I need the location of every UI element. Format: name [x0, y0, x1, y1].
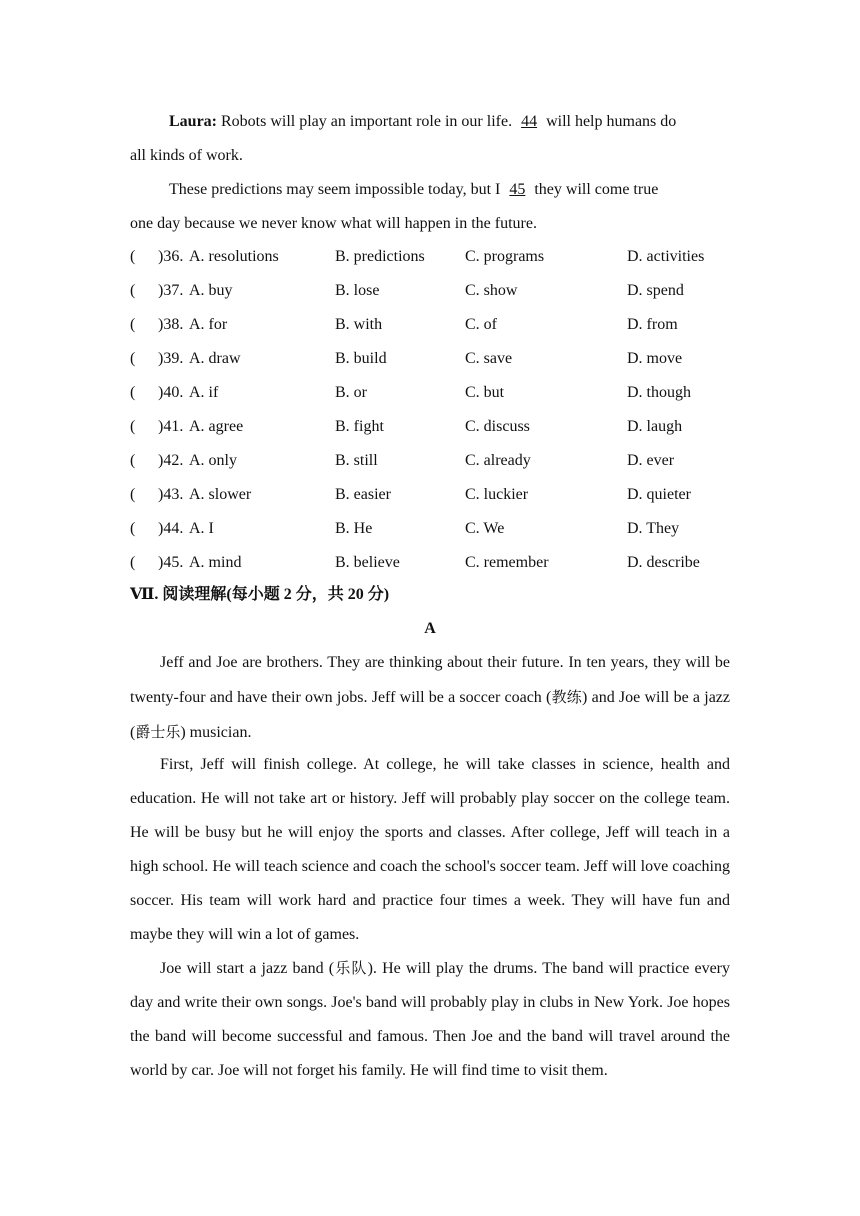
option-a: A. I [189, 520, 214, 537]
prediction-text: These predictions may seem impossible today, but I [169, 181, 505, 198]
prediction-text-cont: they will come true [530, 181, 659, 198]
option-a: A. draw [189, 350, 241, 367]
prediction-line-2: one day because we never know what will happen in the future. [130, 215, 537, 232]
question-number: )39. [158, 350, 184, 367]
answer-bracket: ( [130, 248, 136, 265]
blank-44: 44 [521, 113, 538, 130]
option-b: B. still [335, 452, 378, 469]
p1-text-b: ) and Joe will be a jazz ( [130, 689, 730, 741]
answer-bracket: ( [130, 418, 136, 435]
question-number: )45. [158, 554, 184, 571]
option-d: D. move [627, 350, 683, 367]
option-b: B. predictions [335, 248, 425, 265]
option-c: C. of [465, 316, 497, 333]
question-number: )40. [158, 384, 184, 401]
option-b: B. believe [335, 554, 400, 571]
question-number: )37. [158, 282, 184, 299]
passage-paragraph-1 [130, 646, 730, 750]
option-row [130, 376, 730, 410]
option-row [130, 308, 730, 342]
option-row [130, 342, 730, 376]
option-b: B. He [335, 520, 373, 537]
option-d: D. quieter [627, 486, 691, 503]
p3-text-b: ). He will play the drums. The band will practice every day and write their own songs. Joe's band will probably play in clubs in New York. Joe hopes the band will become successful and famous. Then Joe and the band will travel around the world by car. Joe will not forget his family. He will find time to visit them. [130, 960, 730, 1079]
option-d: D. spend [627, 282, 684, 299]
option-c: C. discuss [465, 418, 530, 435]
option-row [130, 546, 730, 580]
dialogue-text: Robots will play an important role in our life. [217, 113, 517, 130]
question-number: )38. [158, 316, 184, 333]
option-c: C. show [465, 282, 518, 299]
answer-bracket: ( [130, 520, 136, 537]
option-c: C. We [465, 520, 505, 537]
option-c: C. luckier [465, 486, 529, 503]
option-row [130, 410, 730, 444]
option-d: D. activities [627, 248, 705, 265]
option-a: A. slower [189, 486, 252, 503]
answer-bracket: ( [130, 384, 136, 401]
speaker-name: Laura: [169, 113, 217, 130]
question-number: )43. [158, 486, 184, 503]
option-d: D. describe [627, 554, 700, 571]
option-row [130, 240, 730, 274]
option-d: D. They [627, 520, 680, 537]
p1-cjk-jazz: 爵士乐 [135, 723, 181, 741]
answer-bracket: ( [130, 282, 136, 299]
option-c: C. save [465, 350, 513, 367]
p3-cjk-band: 乐队 [334, 959, 368, 977]
option-c: C. programs [465, 248, 545, 265]
dialogue-line-1 [130, 105, 730, 139]
option-row [130, 444, 730, 478]
dialogue-line-2: all kinds of work. [130, 147, 243, 164]
option-b: B. fight [335, 418, 384, 435]
question-number: )41. [158, 418, 184, 435]
answer-bracket: ( [130, 486, 136, 503]
option-c: C. but [465, 384, 505, 401]
option-d: D. from [627, 316, 678, 333]
option-a: A. only [189, 452, 237, 469]
option-b: B. build [335, 350, 387, 367]
option-d: D. though [627, 384, 691, 401]
p3-text-a: Joe will start a jazz band ( [160, 960, 335, 977]
prediction-line-1 [130, 173, 730, 207]
option-b: B. lose [335, 282, 380, 299]
answer-bracket: ( [130, 350, 136, 367]
option-a: A. agree [189, 418, 244, 435]
passage-label: A [424, 620, 436, 637]
question-number: )42. [158, 452, 184, 469]
option-row [130, 478, 730, 512]
option-d: D. ever [627, 452, 675, 469]
option-b: B. easier [335, 486, 391, 503]
option-d: D. laugh [627, 418, 683, 435]
option-c: C. remember [465, 554, 549, 571]
answer-bracket: ( [130, 316, 136, 333]
passage-paragraph-3 [130, 951, 730, 1088]
blank-45: 45 [509, 181, 526, 198]
passage-paragraph-2: First, Jeff will finish college. At college, he will take classes in science, health and education. He will not take art or history. Jeff will probably play soccer on the college team. He will be busy but he will enjoy the sports and classes. After college, Jeff will teach in a high school. He will teach science and coach the school's soccer team. Jeff will love coaching soccer. His team will work hard and practice four times a week. They will have fun and maybe they will win a lot of games. [130, 756, 730, 943]
option-a: A. resolutions [189, 248, 279, 265]
option-b: B. with [335, 316, 383, 333]
option-c: C. already [465, 452, 531, 469]
option-a: A. for [189, 316, 228, 333]
option-row [130, 274, 730, 308]
section-heading: Ⅶ. 阅读理解(每小题 2 分，共 20 分) [130, 586, 390, 603]
option-a: A. buy [189, 282, 233, 299]
question-number: )44. [158, 520, 184, 537]
answer-bracket: ( [130, 554, 136, 571]
option-b: B. or [335, 384, 367, 401]
question-number: )36. [158, 248, 184, 265]
option-a: A. mind [189, 554, 242, 571]
option-a: A. if [189, 384, 219, 401]
option-row [130, 512, 730, 546]
answer-bracket: ( [130, 452, 136, 469]
dialogue-text-cont: will help humans do [542, 113, 677, 130]
p1-text-a: Jeff and Joe are brothers. They are thinking about their future. In ten years, they will be twenty-four and have their own jobs. Jeff will be a soccer coach ( [130, 654, 730, 706]
p1-cjk-coach: 教练 [551, 688, 583, 706]
p1-text-c: ) musician. [180, 724, 252, 741]
